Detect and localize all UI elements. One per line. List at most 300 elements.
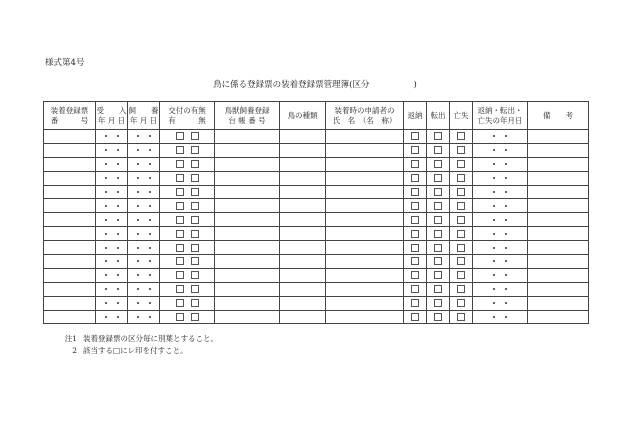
checkbox-icon[interactable] (434, 299, 442, 307)
kept-date-cell[interactable] (128, 171, 160, 185)
received-date-cell[interactable] (96, 130, 128, 144)
received-date-cell[interactable] (96, 227, 128, 241)
applicant-cell[interactable] (326, 157, 404, 171)
bird-species-cell[interactable] (280, 143, 326, 157)
remarks-cell[interactable] (528, 268, 589, 282)
note-text: 該当する□にレ印を付すこと。 (83, 346, 188, 355)
date-separator-dots (100, 132, 124, 140)
received-date-cell[interactable] (96, 213, 128, 227)
registry-number-cell[interactable] (215, 213, 280, 227)
remarks-cell[interactable] (528, 199, 589, 213)
tag-number-cell[interactable] (44, 213, 96, 227)
lost-cell (450, 255, 473, 269)
event-date-cell[interactable] (473, 199, 528, 213)
received-date-cell[interactable] (96, 310, 128, 324)
checkbox-icon[interactable] (411, 285, 419, 293)
registry-number-cell[interactable] (215, 130, 280, 144)
date-dot (137, 135, 139, 137)
date-dot (149, 149, 151, 151)
lost-cell (450, 213, 473, 227)
date-separator-dots (132, 188, 156, 196)
applicant-cell[interactable] (326, 143, 404, 157)
remarks-cell[interactable] (528, 310, 589, 324)
validity-cell (160, 282, 215, 296)
bird-species-cell[interactable] (280, 185, 326, 199)
table-row (44, 310, 589, 324)
date-separator-dots (100, 257, 124, 265)
event-date-cell[interactable] (473, 143, 528, 157)
applicant-cell[interactable] (326, 282, 404, 296)
checkbox-icon[interactable] (191, 313, 199, 321)
received-date-cell[interactable] (96, 199, 128, 213)
title-text: 鳥に係る登録票の装着登録票管理簿(区分 (213, 80, 370, 90)
returned-cell (404, 227, 427, 241)
returned-cell (404, 199, 427, 213)
event-date-cell[interactable] (473, 227, 528, 241)
checkbox-icon[interactable] (457, 216, 465, 224)
date-separator-dots (100, 285, 124, 293)
transferred-cell (427, 157, 450, 171)
lost-cell (450, 199, 473, 213)
checkbox-icon[interactable] (191, 244, 199, 252)
received-date-cell[interactable] (96, 282, 128, 296)
checkbox-icon[interactable] (176, 216, 184, 224)
received-date-cell[interactable] (96, 296, 128, 310)
date-dot (137, 288, 139, 290)
date-separator-dots (132, 244, 156, 252)
returned-cell (404, 171, 427, 185)
kept-date-cell[interactable] (128, 241, 160, 255)
lost-cell (450, 171, 473, 185)
received-date-cell[interactable] (96, 185, 128, 199)
event-date-cell[interactable] (473, 185, 528, 199)
checkbox-icon[interactable] (176, 188, 184, 196)
event-date-cell[interactable] (473, 296, 528, 310)
table-row (44, 185, 589, 199)
date-separator-dots (132, 230, 156, 238)
transferred-cell (427, 255, 450, 269)
received-date-cell[interactable] (96, 241, 128, 255)
registry-number-cell[interactable] (215, 241, 280, 255)
returned-cell (404, 296, 427, 310)
date-dot (149, 135, 151, 137)
date-dot (149, 288, 151, 290)
date-dot (137, 177, 139, 179)
date-separator-dots (132, 160, 156, 168)
checkbox-icon[interactable] (411, 132, 419, 140)
tag-number-cell[interactable] (44, 171, 96, 185)
bird-species-cell[interactable] (280, 157, 326, 171)
bird-species-cell[interactable] (280, 199, 326, 213)
checkbox-icon[interactable] (176, 202, 184, 210)
kept-date-cell[interactable] (128, 227, 160, 241)
checkbox-icon[interactable] (176, 244, 184, 252)
checkbox-icon[interactable] (411, 271, 419, 279)
bird-species-cell[interactable] (280, 268, 326, 282)
date-separator-dots (488, 244, 512, 252)
kept-date-cell[interactable] (128, 130, 160, 144)
validity-cell (160, 130, 215, 144)
transferred-cell (427, 171, 450, 185)
tag-number-cell[interactable] (44, 255, 96, 269)
transferred-cell (427, 213, 450, 227)
checkbox-icon[interactable] (457, 257, 465, 265)
kept-date-cell[interactable] (128, 310, 160, 324)
remarks-cell[interactable] (528, 130, 589, 144)
tag-number-cell[interactable] (44, 143, 96, 157)
checkbox-icon[interactable] (434, 146, 442, 154)
checkbox-icon[interactable] (176, 132, 184, 140)
checkbox-icon[interactable] (434, 285, 442, 293)
date-dot (505, 274, 507, 276)
validity-cell (160, 310, 215, 324)
bird-species-cell[interactable] (280, 130, 326, 144)
event-date-cell[interactable] (473, 130, 528, 144)
checkbox-icon[interactable] (176, 285, 184, 293)
date-separator-dots (488, 160, 512, 168)
event-date-cell[interactable] (473, 268, 528, 282)
checkbox-icon[interactable] (434, 271, 442, 279)
registry-number-cell[interactable] (215, 268, 280, 282)
date-separator-dots (488, 257, 512, 265)
date-dot (505, 288, 507, 290)
tag-number-cell[interactable] (44, 310, 96, 324)
checkbox-icon[interactable] (176, 174, 184, 182)
checkbox-icon[interactable] (411, 313, 419, 321)
table-row (44, 199, 589, 213)
applicant-cell[interactable] (326, 130, 404, 144)
date-dot (149, 205, 151, 207)
returned-cell (404, 130, 427, 144)
checkbox-icon[interactable] (411, 174, 419, 182)
checkbox-icon[interactable] (176, 313, 184, 321)
date-dot (493, 288, 495, 290)
checkbox-icon[interactable] (191, 174, 199, 182)
checkbox-icon[interactable] (434, 174, 442, 182)
bird-species-cell[interactable] (280, 310, 326, 324)
date-dot (505, 302, 507, 304)
received-date-cell[interactable] (96, 143, 128, 157)
date-dot (105, 219, 107, 221)
date-separator-dots (488, 202, 512, 210)
checkbox-icon[interactable] (457, 271, 465, 279)
header-kept-date: 飼 養 年 月 日 (128, 102, 160, 130)
tag-number-cell[interactable] (44, 199, 96, 213)
date-dot (117, 233, 119, 235)
registry-number-cell[interactable] (215, 199, 280, 213)
tag-number-cell[interactable] (44, 241, 96, 255)
kept-date-cell[interactable] (128, 296, 160, 310)
bird-species-cell[interactable] (280, 241, 326, 255)
table-row (44, 213, 589, 227)
checkbox-icon[interactable] (457, 146, 465, 154)
checkbox-icon[interactable] (191, 271, 199, 279)
applicant-cell[interactable] (326, 310, 404, 324)
registry-number-cell[interactable] (215, 310, 280, 324)
transferred-cell (427, 199, 450, 213)
date-dot (117, 205, 119, 207)
checkbox-icon[interactable] (176, 230, 184, 238)
date-dot (493, 316, 495, 318)
registry-number-cell[interactable] (215, 296, 280, 310)
checkbox-icon[interactable] (434, 244, 442, 252)
date-dot (505, 316, 507, 318)
tag-number-cell[interactable] (44, 227, 96, 241)
header-remarks: 備 考 (528, 102, 589, 130)
remarks-cell[interactable] (528, 185, 589, 199)
registry-number-cell[interactable] (215, 185, 280, 199)
date-dot (117, 316, 119, 318)
checkbox-icon[interactable] (411, 146, 419, 154)
checkbox-icon[interactable] (457, 174, 465, 182)
remarks-cell[interactable] (528, 171, 589, 185)
kept-date-cell[interactable] (128, 199, 160, 213)
date-dot (117, 135, 119, 137)
note-number: 注1 (64, 334, 77, 343)
tag-number-cell[interactable] (44, 296, 96, 310)
bird-species-cell[interactable] (280, 171, 326, 185)
checkbox-icon[interactable] (434, 313, 442, 321)
date-dot (505, 135, 507, 137)
registry-number-cell[interactable] (215, 255, 280, 269)
date-separator-dots (488, 299, 512, 307)
kept-date-cell[interactable] (128, 282, 160, 296)
tag-number-cell[interactable] (44, 130, 96, 144)
tag-number-cell[interactable] (44, 185, 96, 199)
date-dot (493, 247, 495, 249)
date-dot (149, 233, 151, 235)
date-dot (505, 191, 507, 193)
received-date-cell[interactable] (96, 171, 128, 185)
date-dot (105, 288, 107, 290)
date-dot (117, 219, 119, 221)
date-dot (493, 135, 495, 137)
remarks-cell[interactable] (528, 213, 589, 227)
kept-date-cell[interactable] (128, 213, 160, 227)
event-date-cell[interactable] (473, 241, 528, 255)
header-lost: 亡失 (450, 102, 473, 130)
event-date-cell[interactable] (473, 171, 528, 185)
kept-date-cell[interactable] (128, 157, 160, 171)
date-dot (137, 302, 139, 304)
date-separator-dots (132, 202, 156, 210)
date-dot (117, 149, 119, 151)
validity-cell (160, 255, 215, 269)
date-dot (105, 163, 107, 165)
date-dot (149, 163, 151, 165)
received-date-cell[interactable] (96, 268, 128, 282)
remarks-cell[interactable] (528, 282, 589, 296)
checkbox-icon[interactable] (176, 146, 184, 154)
form-number: 様式第4号 (45, 58, 85, 68)
registry-number-cell[interactable] (215, 282, 280, 296)
checkbox-icon[interactable] (191, 132, 199, 140)
applicant-cell[interactable] (326, 199, 404, 213)
transferred-cell (427, 296, 450, 310)
tag-number-cell[interactable] (44, 268, 96, 282)
checkbox-icon[interactable] (411, 160, 419, 168)
checkbox-icon[interactable] (411, 257, 419, 265)
returned-cell (404, 185, 427, 199)
checkbox-icon[interactable] (411, 216, 419, 224)
registry-number-cell[interactable] (215, 143, 280, 157)
tag-number-cell[interactable] (44, 282, 96, 296)
remarks-cell[interactable] (528, 227, 589, 241)
date-dot (505, 219, 507, 221)
header-row (44, 102, 589, 130)
date-dot (149, 247, 151, 249)
event-date-cell[interactable] (473, 310, 528, 324)
date-dot (493, 274, 495, 276)
event-date-cell[interactable] (473, 282, 528, 296)
checkbox-icon[interactable] (191, 299, 199, 307)
checkbox-icon[interactable] (434, 160, 442, 168)
bird-species-cell[interactable] (280, 227, 326, 241)
checkbox-icon[interactable] (434, 257, 442, 265)
transferred-cell (427, 227, 450, 241)
bird-species-cell[interactable] (280, 213, 326, 227)
checkbox-icon[interactable] (411, 299, 419, 307)
applicant-cell[interactable] (326, 268, 404, 282)
date-separator-dots (132, 313, 156, 321)
checkbox-icon[interactable] (457, 244, 465, 252)
registry-number-cell[interactable] (215, 157, 280, 171)
checkbox-icon[interactable] (176, 257, 184, 265)
event-date-cell[interactable] (473, 213, 528, 227)
date-separator-dots (100, 216, 124, 224)
date-dot (505, 205, 507, 207)
date-dot (105, 135, 107, 137)
date-dot (105, 177, 107, 179)
event-date-cell[interactable] (473, 255, 528, 269)
checkbox-icon[interactable] (191, 285, 199, 293)
kept-date-cell[interactable] (128, 185, 160, 199)
checkbox-icon[interactable] (191, 257, 199, 265)
date-dot (149, 260, 151, 262)
applicant-cell[interactable] (326, 213, 404, 227)
date-dot (149, 219, 151, 221)
checkbox-icon[interactable] (457, 202, 465, 210)
lost-cell (450, 282, 473, 296)
applicant-cell[interactable] (326, 227, 404, 241)
remarks-cell[interactable] (528, 143, 589, 157)
checkbox-icon[interactable] (191, 230, 199, 238)
checkbox-icon[interactable] (434, 230, 442, 238)
received-date-cell[interactable] (96, 255, 128, 269)
header-validity: 交付の有無 有 無 (160, 102, 215, 130)
remarks-cell[interactable] (528, 241, 589, 255)
remarks-cell[interactable] (528, 255, 589, 269)
validity-cell (160, 296, 215, 310)
date-dot (105, 260, 107, 262)
checkbox-icon[interactable] (457, 230, 465, 238)
lost-cell (450, 227, 473, 241)
date-separator-dots (100, 174, 124, 182)
applicant-cell[interactable] (326, 296, 404, 310)
checkbox-icon[interactable] (434, 216, 442, 224)
checkbox-icon[interactable] (411, 244, 419, 252)
date-dot (117, 191, 119, 193)
checkbox-icon[interactable] (411, 188, 419, 196)
checkbox-icon[interactable] (191, 216, 199, 224)
date-separator-dots (132, 271, 156, 279)
kept-date-cell[interactable] (128, 255, 160, 269)
applicant-cell[interactable] (326, 185, 404, 199)
checkbox-icon[interactable] (176, 299, 184, 307)
notes (60, 333, 218, 357)
date-dot (493, 233, 495, 235)
bird-species-cell[interactable] (280, 255, 326, 269)
checkbox-icon[interactable] (434, 132, 442, 140)
checkbox-icon[interactable] (457, 132, 465, 140)
checkbox-icon[interactable] (191, 202, 199, 210)
date-separator-dots (132, 299, 156, 307)
date-dot (505, 163, 507, 165)
checkbox-icon[interactable] (457, 299, 465, 307)
date-dot (117, 260, 119, 262)
date-separator-dots (488, 230, 512, 238)
checkbox-icon[interactable] (411, 202, 419, 210)
date-separator-dots (488, 188, 512, 196)
header-event-date: 返納・転出・ 亡失の年月日 (473, 102, 528, 130)
header-returned: 返納 (404, 102, 427, 130)
date-dot (105, 302, 107, 304)
register-table (43, 101, 589, 324)
remarks-cell[interactable] (528, 296, 589, 310)
registry-number-cell[interactable] (215, 227, 280, 241)
table-row (44, 282, 589, 296)
date-separator-dots (100, 146, 124, 154)
date-separator-dots (488, 285, 512, 293)
bird-species-cell[interactable] (280, 282, 326, 296)
checkbox-icon[interactable] (411, 230, 419, 238)
checkbox-icon[interactable] (176, 271, 184, 279)
date-separator-dots (488, 146, 512, 154)
header-tag-number: 装着登録票 番 号 (44, 102, 96, 130)
checkbox-icon[interactable] (457, 313, 465, 321)
checkbox-icon[interactable] (457, 285, 465, 293)
kept-date-cell[interactable] (128, 268, 160, 282)
date-dot (149, 177, 151, 179)
checkbox-icon[interactable] (434, 202, 442, 210)
title-close: ) (413, 80, 417, 90)
checkbox-icon[interactable] (176, 160, 184, 168)
transferred-cell (427, 268, 450, 282)
registry-number-cell[interactable] (215, 171, 280, 185)
kept-date-cell[interactable] (128, 143, 160, 157)
table-row (44, 241, 589, 255)
transferred-cell (427, 282, 450, 296)
checkbox-icon[interactable] (434, 188, 442, 196)
received-date-cell[interactable] (96, 157, 128, 171)
tag-number-cell[interactable] (44, 157, 96, 171)
checkbox-icon[interactable] (191, 188, 199, 196)
checkbox-icon[interactable] (191, 146, 199, 154)
date-separator-dots (132, 216, 156, 224)
remarks-cell[interactable] (528, 157, 589, 171)
date-dot (137, 205, 139, 207)
checkbox-icon[interactable] (457, 188, 465, 196)
checkbox-icon[interactable] (191, 160, 199, 168)
register-body (44, 130, 589, 324)
bird-species-cell[interactable] (280, 296, 326, 310)
checkbox-icon[interactable] (457, 160, 465, 168)
applicant-cell[interactable] (326, 171, 404, 185)
applicant-cell[interactable] (326, 255, 404, 269)
date-separator-dots (100, 271, 124, 279)
applicant-cell[interactable] (326, 241, 404, 255)
event-date-cell[interactable] (473, 157, 528, 171)
